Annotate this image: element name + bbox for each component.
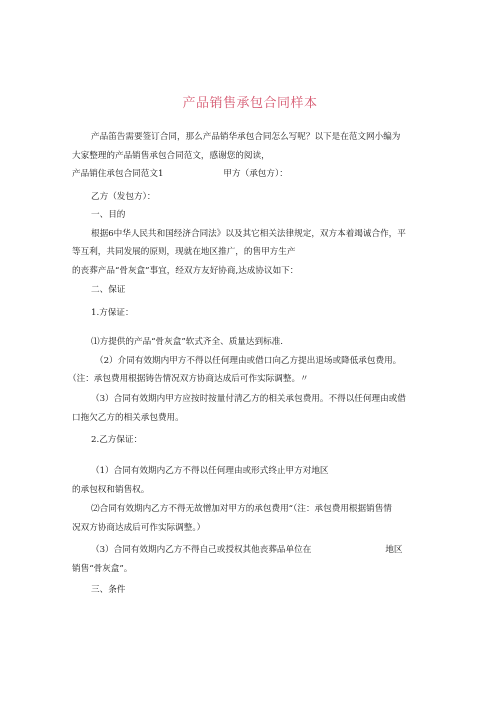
sub-1-item-3-line-2: 口拖欠乙方的相关承包费用。 [72,413,184,423]
sub-2-item-1-line-1: （1）合同有效期内乙方不得以任何理由或形式终止甲方对地区 [91,466,329,476]
document-title: 产品销售承包合同样本 [182,96,318,111]
section-1-line-3: 的丧葬产品“骨灰盒”事宜，经双方友好协商,达成协议如下： [72,266,299,276]
section-1-line-1: 根据6中华人民共和国经济合同法》以及其它相关法律规定，双方本着竭诚合作，平 [91,229,406,239]
sub-1-item-1: ⑴方提供的产品“骨灰盒”软式齐全、质量达到标准. [91,337,283,347]
sub-2-item-3-line-2: 销售“骨灰盒”。 [72,564,133,574]
intro-line-2: 大家整理的产品销售承包合同范文，感谢您的阅读， [72,151,270,161]
sub-2-item-3-region: 地区 [385,545,403,555]
party-b-label: 乙方（发包方）： [91,192,156,202]
sub-2-item-1-line-2: 的承包权和销售权。 [72,485,150,495]
sub-2-item-2-line-1: ⑵合同有效期内乙方不得无故憎加对甲方的承包费用“（注：承包费用根据销售情 [91,504,392,514]
sub-1-item-2-line-1: （2）介同有效期内甲方不得以任何理由或借口向乙方提出退场或降低承包费用。 [95,356,402,366]
sub-2-item-3-text: （3）合同有效期内乙方不得自己或授权其他丧葬品单位在 [91,545,312,555]
section-2-heading: 二、保证 [91,285,126,295]
party-a-label: 甲方（承包方）： [223,169,288,179]
section-3-heading: 三、条件 [91,585,126,595]
sub-1-item-3-line-1: （3）合同有效期内甲方应按时按量付清乙方的相关承包费用。不得以任何理由或借 [91,394,406,404]
contract-title-label: 产品销住承包合同范文1 [72,169,164,179]
sub-2-item-3-line-1 [91,544,403,556]
header-line [72,168,288,180]
sub-1-heading: 1.方保证： [91,308,134,318]
sub-1-item-2-line-2: （注：承包费用根据铸告情况双方协商达成后可作实际调整。〃 [68,374,309,384]
section-1-line-2: 等互利，共同发展的原则，现就在地区推广，的售甲方生产 [72,247,296,257]
sub-2-item-2-line-2: 况双方协商达成后可作实际调整。） [72,523,206,533]
intro-line-1: 产品笛告需要签订合同，那么产品销华承包合同怎么写呢？以下是在范文网小编为 [91,132,401,142]
section-1-heading: 一、目的 [91,210,126,220]
sub-2-heading: 2.乙方保证： [91,435,143,445]
